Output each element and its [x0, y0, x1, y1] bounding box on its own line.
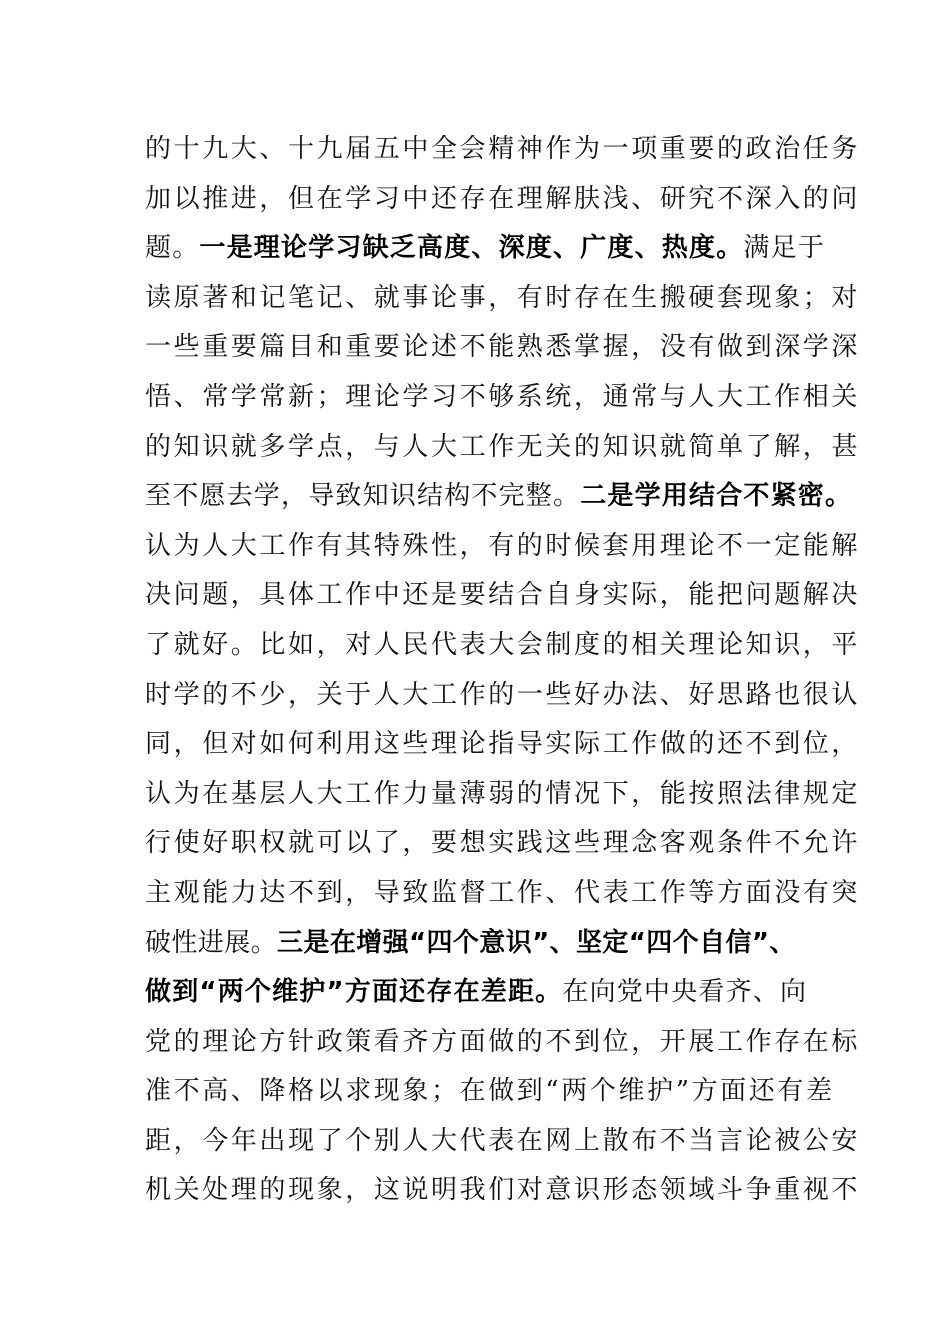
text-line [145, 770, 861, 820]
text-segment: 距，今年出现了个别人大代表在网上散布不当言论被公安 [145, 1125, 861, 1156]
text-segment: 时学的不少，关于人大工作的一些好办法、好思路也很认 [145, 679, 861, 710]
text-line [145, 423, 861, 473]
text-segment: 悟、常学常新；理论学习不够系统，通常与人大工作相关 [145, 381, 861, 412]
text-line [145, 472, 853, 522]
text-segment: 在向党中央看齐、向 [562, 977, 808, 1008]
text-line [145, 274, 861, 324]
text-line [145, 175, 861, 225]
text-line [145, 919, 825, 969]
bold-heading-segment: 二是学用结合不紧密。 [580, 481, 853, 512]
text-segment: 行使好职权就可以了，要想实践这些理念客观条件不允许 [145, 828, 861, 859]
text-line [145, 323, 861, 373]
text-segment: 同，但对如何利用这些理论指导实际工作做的还不到位， [145, 729, 861, 760]
text-segment: 认为人大工作有其特殊性，有的时候套用理论不一定能解 [145, 530, 861, 561]
text-segment: 党的理论方针政策看齐方面做的不到位，开展工作存在标 [145, 1026, 861, 1057]
text-segment: 的知识就多学点，与人大工作无关的知识就简单了解，甚 [145, 431, 861, 462]
text-line [145, 1117, 861, 1167]
text-line [145, 819, 861, 869]
text-segment: 的十九大、十九届五中全会精神作为一项重要的政治任务 [145, 134, 861, 164]
text-segment: 破性进展。 [145, 927, 278, 958]
text-line [145, 968, 825, 1018]
text-line [145, 720, 861, 770]
text-segment: 加以推进，但在学习中还存在理解肤浅、研究不深入的问 [145, 183, 861, 214]
text-line [145, 869, 861, 919]
text-segment: 决问题，具体工作中还是要结合自身实际，能把问题解决 [145, 580, 861, 611]
bold-heading-segment: 三是在增强“四个意识”、坚定“四个自信”、 [277, 927, 796, 958]
bold-heading-segment: 一是理论学习缺乏高度、深度、广度、热度。 [199, 233, 744, 264]
text-segment: 主观能力达不到，导致监督工作、代表工作等方面没有突 [145, 877, 861, 908]
text-line [145, 1067, 835, 1117]
text-line [145, 224, 825, 274]
text-line [145, 125, 861, 175]
text-line [145, 1018, 861, 1068]
text-segment: 至不愿去学，导致知识结构不完整。 [145, 481, 581, 512]
text-line [145, 522, 861, 572]
text-segment: 读原著和记笔记、就事论事，有时存在生搬硬套现象；对 [145, 282, 861, 313]
text-segment: 一些重要篇目和重要论述不能熟悉掌握，没有做到深学深 [145, 332, 861, 363]
text-segment: 机关处理的现象，这说明我们对意识形态领域斗争重视不 [145, 1175, 861, 1206]
text-line [145, 671, 861, 721]
bold-heading-segment: 做到“两个维护”方面还存在差距。 [145, 977, 563, 1008]
text-line [145, 373, 861, 423]
text-line [145, 571, 861, 621]
text-line [145, 1166, 861, 1216]
text-line [145, 621, 861, 671]
text-segment: 满足于 [743, 233, 826, 264]
text-segment: 认为在基层人大工作力量薄弱的情况下，能按照法律规定 [145, 778, 861, 809]
text-segment: 了就好。比如，对人民代表大会制度的相关理论知识，平 [145, 629, 861, 660]
text-segment: 准不高、降格以求现象；在做到“两个维护”方面还有差 [145, 1076, 835, 1107]
body-text [145, 125, 861, 1216]
text-segment: 题。 [145, 233, 200, 264]
